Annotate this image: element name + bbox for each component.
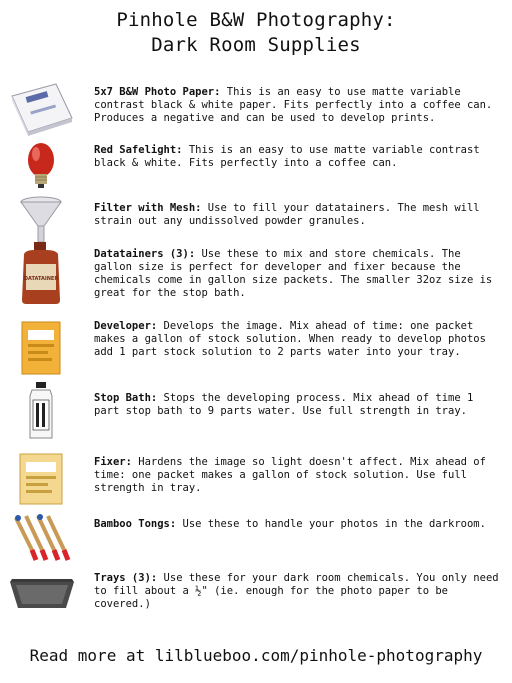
- item-text: Use these to mix and store chemicals. The gallon size is perfect for developer and fixer because the chemicals come in gallon size packets. The smaller 32oz size is great for the stop bath.: [94, 248, 493, 299]
- jug-label: DATATAINER: [23, 276, 59, 282]
- item-description: [94, 144, 504, 170]
- item-name: Stop Bath:: [94, 392, 158, 404]
- tray-icon: [6, 566, 78, 626]
- item-name: Bamboo Tongs:: [94, 518, 177, 530]
- datatainer-jug-icon: [6, 240, 76, 306]
- item-name: Trays (3):: [94, 572, 158, 584]
- stop-bath-bottle-icon: [6, 380, 76, 440]
- item-name: Datatainers (3):: [94, 248, 196, 260]
- tongs-icon: [6, 508, 76, 568]
- item-text: This is an easy to use matte variable contrast black & white. Fits perfectly into a coffee can.: [94, 144, 480, 169]
- item-name: Filter with Mesh:: [94, 202, 202, 214]
- item-description: [94, 456, 504, 495]
- fixer-packet-icon: [6, 450, 76, 510]
- item-description: [94, 320, 504, 359]
- title-line-1: Pinhole B&W Photography:: [116, 9, 396, 31]
- item-text: Use these for your dark room chemicals. You only need to fill about a ½" (ie. enough for the photo paper to be covered.): [94, 572, 499, 610]
- item-text: Use to fill your datatainers. The mesh will strain out any undissolved powder granules.: [94, 202, 480, 227]
- item-name: Fixer:: [94, 456, 132, 468]
- item-text: This is an easy to use matte variable contrast black & white paper. Fits perfectly into a coffee can. Produces a negative and can be used to develop prints.: [94, 86, 493, 124]
- item-text: Use these to handle your photos in the darkroom.: [182, 518, 486, 530]
- item-description: [94, 202, 504, 228]
- item-description: [94, 392, 504, 418]
- item-text: Hardens the image so light doesn't affect. Mix ahead of time: one packet makes a gallon of stock solution. Use full strength in tray.: [94, 456, 486, 494]
- item-text: Develops the image. Mix ahead of time: one packet makes a gallon of stock solution. When ready to develop photos add 1 part stock solution to 2 parts water into your tray.: [94, 320, 486, 358]
- item-name: Developer:: [94, 320, 158, 332]
- developer-packet-icon: [6, 318, 76, 378]
- photo-paper-box-icon: [6, 78, 76, 138]
- page-title: [0, 8, 512, 58]
- item-text: Stops the developing process. Mix ahead of time 1 part stop bath to 9 parts water. Use full strength in tray.: [94, 392, 474, 417]
- item-name: Red Safelight:: [94, 144, 183, 156]
- title-line-2: Dark Room Supplies: [151, 34, 361, 56]
- item-description: [94, 248, 504, 300]
- item-description: [94, 572, 504, 611]
- item-name: 5x7 B&W Photo Paper:: [94, 86, 221, 98]
- red-bulb-icon: [6, 136, 76, 196]
- item-description: [94, 518, 504, 531]
- item-description: [94, 86, 504, 125]
- footer-link-text: Read more at lilblueboo.com/pinhole-photography: [29, 646, 483, 665]
